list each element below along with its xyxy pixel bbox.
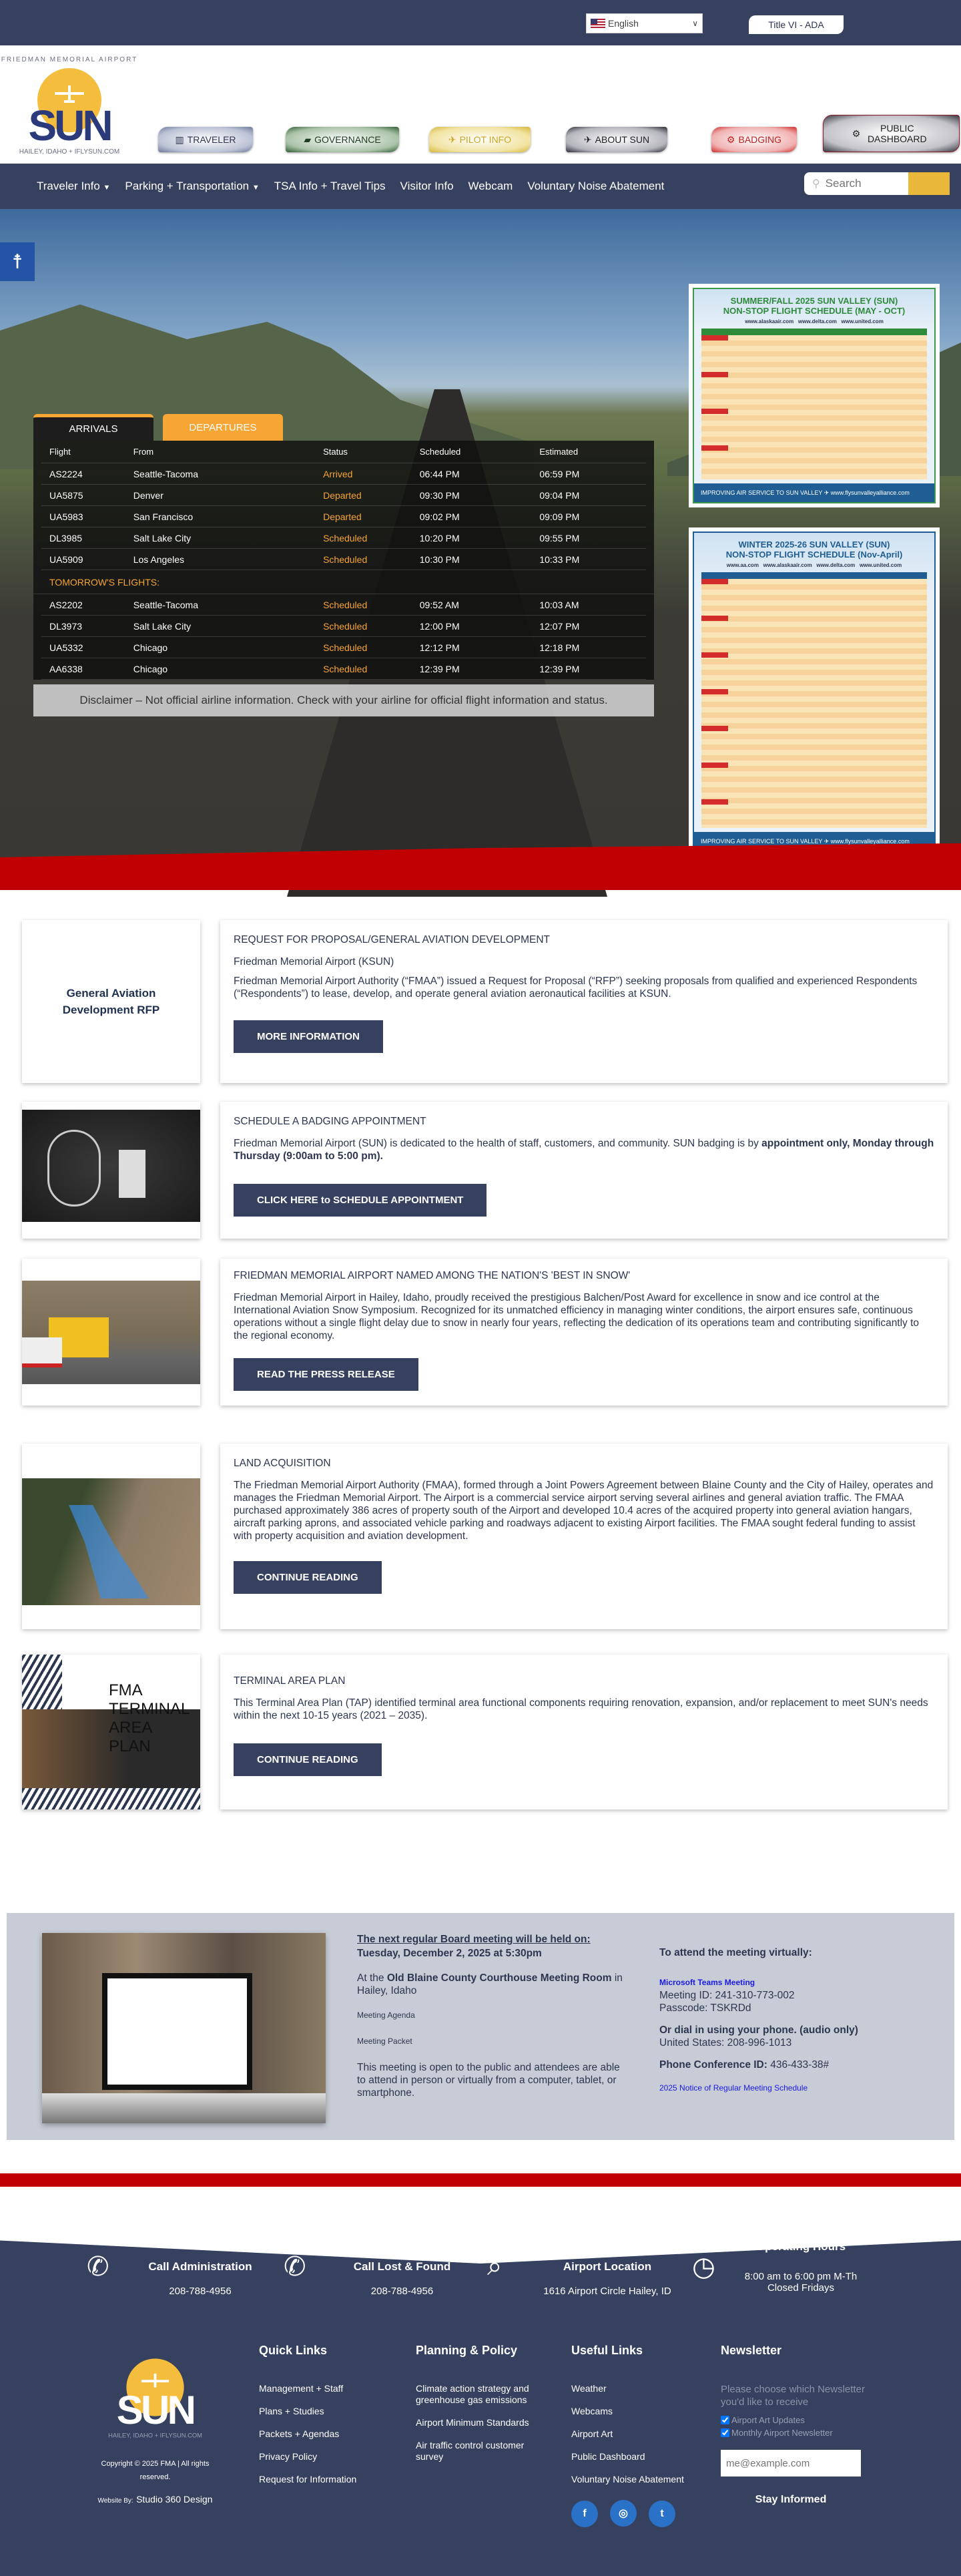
caret-down-icon: ▼: [252, 184, 260, 192]
flight-estimated: 12:39 PM: [539, 663, 580, 674]
briefcase-icon: ▰: [304, 134, 312, 145]
flight-number: UA5875: [49, 489, 83, 501]
phone-icon: ✆: [87, 2252, 109, 2282]
clock-icon: ◷: [692, 2252, 715, 2282]
governance-label: GOVERNANCE: [314, 134, 381, 145]
winter-schedule-image[interactable]: [689, 527, 940, 856]
studio-link[interactable]: Studio 360 Design: [136, 2494, 213, 2505]
board-date: Tuesday, December 2, 2025 at 5:30pm: [357, 1948, 542, 1959]
flight-number: DL3973: [49, 620, 83, 632]
hero-section: [0, 209, 961, 890]
card-title: LAND ACQUISITION: [234, 1458, 331, 1469]
nav-webcam[interactable]: Webcam: [468, 180, 513, 192]
flight-status: Scheduled: [323, 620, 368, 632]
card-title: TERMINAL AREA PLAN: [234, 1675, 346, 1687]
flight-row: [41, 549, 646, 570]
badge-image-panel: [22, 1102, 200, 1239]
flight-number: AS2202: [49, 599, 83, 610]
summer-schedule-image[interactable]: [689, 284, 940, 507]
flight-status: Scheduled: [323, 554, 368, 565]
read-press-release-button[interactable]: READ THE PRESS RELEASE: [234, 1358, 418, 1391]
card-best-in-snow: [220, 1259, 948, 1406]
contact-title: Airport Location: [563, 2260, 652, 2273]
us-phone: United States: 208-996-1013: [659, 2037, 792, 2049]
contact-value: 208-788-4956: [370, 2286, 434, 2297]
flight-scheduled: 12:00 PM: [419, 620, 460, 632]
meeting-packet-link[interactable]: Meeting Packet: [357, 2036, 412, 2046]
schedule-title: [723, 296, 906, 316]
option-airport-art[interactable]: [721, 2415, 868, 2425]
phone-icon: ✆: [284, 2252, 306, 2282]
flight-scheduled: 09:02 PM: [419, 511, 460, 522]
svg-text:HAILEY, IDAHO + IFLYSUN.COM: HAILEY, IDAHO + IFLYSUN.COM: [108, 2432, 202, 2439]
column-title: Newsletter: [721, 2344, 782, 2357]
card-body: The Friedman Memorial Airport Authority (FMAA), formed through a Joint Powers Agreement between Blaine County and the City of Hailey, operates and manages the Friedman Memorial Airport. The Airport is a commercial service airport serving several airlines and general aviation traffic. The FMAA purchased approximately 386 acres of property south of the Airport and developed 10.4 acres of the acquired property into general aviation hangars, aircraft parking aprons, and associated vehicle parking and roadways adjacent to existing Airport facilities. The FMAA sought federal funding to assist with property acquisition and aviation development.: [234, 1480, 934, 1542]
flight-row: [41, 594, 646, 616]
newsletter-email-input[interactable]: [721, 2450, 861, 2477]
flight-status: Scheduled: [323, 599, 368, 610]
pilot-info-label: PILOT INFO: [459, 134, 512, 145]
snow-image-panel: [22, 1259, 200, 1406]
card-body: Friedman Memorial Airport (SUN) is dedicated to the health of staff, customers, and community. SUN badging is by: [234, 1138, 762, 1149]
pilot-info-button[interactable]: [429, 127, 531, 152]
luggage-icon: ▥: [175, 134, 184, 145]
flight-origin: Chicago: [133, 642, 168, 653]
meeting-schedule-link[interactable]: 2025 Notice of Regular Meeting Schedule: [659, 2083, 808, 2093]
call-lost-found[interactable]: [344, 2260, 460, 2297]
svg-text:HAILEY, IDAHO + IFLYSUN.COM: HAILEY, IDAHO + IFLYSUN.COM: [19, 148, 120, 156]
footer-link[interactable]: Webcams: [571, 2406, 613, 2416]
schedule-appointment-button[interactable]: CLICK HERE to SCHEDULE APPOINTMENT: [234, 1184, 487, 1217]
meeting-id: Meeting ID: 241-310-773-002: [659, 1990, 795, 2001]
flight-origin: Chicago: [133, 663, 168, 674]
schedule-title-line2: NON-STOP FLIGHT SCHEDULE (Nov-April): [725, 550, 903, 560]
gear-icon: ⚙: [852, 128, 861, 139]
airport-location[interactable]: [531, 2260, 684, 2297]
call-administration[interactable]: [140, 2260, 260, 2297]
table-header: [41, 441, 646, 463]
schedule-title-line1: WINTER 2025-26 SUN VALLEY (SUN): [738, 540, 890, 550]
flight-scheduled: 09:30 PM: [419, 489, 460, 501]
checkbox-airport-art[interactable]: [721, 2416, 729, 2424]
stay-informed-button[interactable]: Stay Informed: [755, 2494, 827, 2505]
conf-value: 436-433-38#: [767, 2059, 830, 2071]
public-dashboard-label: PUBLIC DASHBOARD: [867, 123, 927, 144]
board-heading: The next regular Board meeting will be held on:: [357, 1934, 591, 1945]
traveler-label: TRAVELER: [187, 134, 236, 145]
tap-image-panel: [22, 1655, 200, 1809]
flight-scheduled: 12:12 PM: [419, 642, 460, 653]
location-suffix: in Hailey, Idaho: [357, 1972, 623, 1996]
schedule-sites: www.alaskaair.com www.delta.com www.united.com: [745, 318, 884, 325]
flight-origin: Salt Lake City: [133, 532, 192, 544]
flight-estimated: 10:03 AM: [539, 599, 579, 610]
flight-number: AS2224: [49, 468, 83, 479]
footer-sun-logo[interactable]: [97, 2342, 214, 2442]
passcode: Passcode: TSKRDd: [659, 2002, 751, 2014]
schedule-title-line2: NON-STOP FLIGHT SCHEDULE (MAY - OCT): [723, 306, 906, 316]
tap-cover-image: [22, 1655, 200, 1809]
location-search-icon: ⌕: [487, 2251, 503, 2281]
flight-origin: Los Angeles: [133, 554, 185, 565]
flight-row: [41, 616, 646, 637]
tomorrow-label: TOMORROW'S FLIGHTS:: [33, 570, 654, 594]
flight-table: [33, 441, 654, 680]
card-body: Friedman Memorial Airport Authority (“FMAA”) issued a Request for Proposal (“RFP”) seeking proposals from qualified and experienced Respondents (“Respondents”) to lease, develop, and operate general aviation aeronautical facilities at KSUN.: [234, 976, 918, 1000]
contact-title: Call Administration: [148, 2260, 252, 2273]
acquired-land-overlay: [69, 1505, 149, 1598]
schedule-sites: www.aa.com www.alaskaair.com www.delta.com www.united.com: [726, 562, 902, 568]
footer-link[interactable]: Packets + Agendas: [259, 2428, 340, 2439]
lanyard-icon: [47, 1130, 101, 1207]
nav-label: Parking + Transportation: [125, 180, 250, 192]
flight-estimated: 09:04 PM: [539, 489, 580, 501]
card-title: SCHEDULE A BADGING APPOINTMENT: [234, 1116, 426, 1127]
card-land-acquisition: [220, 1444, 948, 1629]
footer-link[interactable]: Voluntary Noise Abatement: [571, 2474, 684, 2485]
virtual-meeting-info: [659, 1946, 893, 2095]
public-dashboard-button[interactable]: [823, 115, 960, 152]
flight-row: [41, 485, 646, 506]
flight-origin: Denver: [133, 489, 164, 501]
flight-estimated: 09:09 PM: [539, 511, 580, 522]
col-status: Status: [323, 447, 348, 457]
rfp-side-panel: General Aviation Development RFP: [22, 920, 200, 1083]
flight-estimated: 12:07 PM: [539, 620, 580, 632]
search-submit-button[interactable]: [908, 172, 950, 195]
tap-cover-title: FMA TERMINAL AREA PLAN: [109, 1681, 190, 1755]
column-title: Planning & Policy: [416, 2344, 518, 2357]
pilot-icon: ✈: [448, 134, 456, 145]
flight-scheduled: 10:20 PM: [419, 532, 460, 544]
column-title: Quick Links: [259, 2344, 328, 2357]
badge-icon: ⚙: [726, 134, 735, 145]
col-flight: Flight: [49, 447, 71, 457]
about-sun-label: ABOUT SUN: [595, 134, 650, 145]
footer-link[interactable]: Public Dashboard: [571, 2451, 645, 2462]
col-from: From: [133, 447, 154, 457]
traveler-button[interactable]: [158, 127, 253, 152]
copyright: Copyright © 2025 FMA | All rights reserved.: [101, 2460, 210, 2481]
flight-origin: Seattle-Tacoma: [133, 468, 198, 479]
footer-useful-links: [571, 2344, 705, 2527]
teams-meeting-link[interactable]: Microsoft Teams Meeting: [659, 1978, 755, 1987]
footer-link[interactable]: Plans + Studies: [259, 2406, 324, 2416]
card-body: This Terminal Area Plan (TAP) identified terminal area functional components requiring renovation, expansion, and/or replacement to meet SUN's needs within the next 10-15 years (2021 – 2035).: [234, 1697, 928, 1721]
checkbox-monthly-newsletter[interactable]: [721, 2428, 729, 2437]
footer-link[interactable]: Request for Information: [259, 2474, 357, 2485]
badge-card-icon: [119, 1150, 145, 1198]
footer-link[interactable]: Airport Minimum Standards: [416, 2417, 529, 2428]
continue-reading-button[interactable]: CONTINUE READING: [234, 1561, 382, 1594]
chevron-down-icon: ∨: [692, 19, 698, 28]
flight-status: Departed: [323, 511, 362, 522]
flight-disclaimer: Disclaimer – Not official airline information. Check with your airline for official flight information and status.: [33, 684, 654, 716]
search-icon: ⚲: [812, 178, 820, 190]
card-title: REQUEST FOR PROPOSAL/GENERAL AVIATION DEVELOPMENT: [234, 934, 551, 945]
nav-parking-transportation[interactable]: [125, 180, 259, 193]
footer-link[interactable]: Weather: [571, 2383, 607, 2394]
badging-label: BADGING: [738, 134, 782, 145]
tab-arrivals[interactable]: ARRIVALS: [33, 414, 153, 441]
flight-number: DL3985: [49, 532, 83, 544]
title-vi-ada-link[interactable]: Title VI - ADA: [749, 15, 844, 34]
flight-number: UA5983: [49, 511, 83, 522]
flight-estimated: 10:33 PM: [539, 554, 580, 565]
flight-origin: Seattle-Tacoma: [133, 599, 198, 610]
option-label: Monthly Airport Newsletter: [731, 2428, 833, 2438]
red-wave-divider: [0, 843, 961, 890]
schedule-title-line1: SUMMER/FALL 2025 SUN VALLEY (SUN): [730, 296, 898, 306]
badging-button[interactable]: [711, 127, 797, 152]
card-title: FRIEDMAN MEMORIAL AIRPORT NAMED AMONG THE NATION'S 'BEST IN SNOW': [234, 1270, 631, 1281]
flight-row: [41, 463, 646, 485]
us-flag-icon: [591, 19, 605, 28]
logo-arc-text: FRIEDMAN MEMORIAL AIRPORT: [1, 56, 138, 63]
flight-scheduled: 09:52 AM: [419, 599, 459, 610]
location-prefix: At the: [357, 1972, 387, 1984]
accessibility-button[interactable]: [0, 242, 35, 281]
flight-number: UA5909: [49, 554, 83, 565]
svg-text:SUN: SUN: [28, 101, 111, 150]
flight-status: Arrived: [323, 468, 353, 479]
pickup-truck-icon: [22, 1337, 62, 1367]
meeting-agenda-link[interactable]: Meeting Agenda: [357, 2010, 415, 2020]
snow-crew-photo: [22, 1281, 200, 1384]
flight-number: AA6338: [49, 663, 83, 674]
continue-reading-button[interactable]: CONTINUE READING: [234, 1743, 382, 1776]
aerial-map-image: [22, 1478, 200, 1605]
board-meeting-details: [357, 1933, 624, 2099]
main-nav: [0, 164, 794, 209]
flight-estimated: 09:55 PM: [539, 532, 580, 544]
flight-row: [41, 658, 646, 680]
flight-estimated: 12:18 PM: [539, 642, 580, 653]
caret-down-icon: ▼: [103, 184, 111, 192]
accessibility-icon: ☨: [11, 250, 23, 273]
flight-scheduled: 12:39 PM: [419, 663, 460, 674]
flight-status: Scheduled: [323, 532, 368, 544]
col-scheduled: Scheduled: [419, 447, 461, 457]
flight-row: [41, 506, 646, 527]
card-terminal-area-plan: [220, 1655, 948, 1809]
card-badging: [220, 1102, 948, 1239]
svg-text:SUN: SUN: [116, 2387, 194, 2432]
dial-heading: Or dial in using your phone. (audio only): [659, 2024, 858, 2036]
card-body: Friedman Memorial Airport in Hailey, Idaho, proudly received the prestigious Balchen/Post Award for excellence in snow and ice control at the International Aviation Snow Symposium. Recognized for its unmatched efficiency in managing winter conditions, the airport ensures safe, continuous operations without a single flight delay due to snow in nearly four years, reflecting the dedication of its operations team and contributing significantly to the regional economy.: [234, 1292, 920, 1341]
flight-status: Scheduled: [323, 642, 368, 653]
footer-link[interactable]: Privacy Policy: [259, 2451, 318, 2462]
flight-scheduled: 10:30 PM: [419, 554, 460, 565]
flight-row: [41, 637, 646, 658]
option-label: Airport Art Updates: [731, 2415, 805, 2425]
card-rfp: [220, 920, 948, 1083]
card-subtitle: Friedman Memorial Airport (KSUN): [234, 956, 394, 968]
schedule-grid: [701, 572, 927, 828]
flight-row: [41, 527, 646, 549]
sun-logo[interactable]: [1, 52, 138, 159]
website-credit: [90, 2494, 220, 2506]
board-meeting-section: [7, 1913, 954, 2140]
footer-link[interactable]: Climate action strategy and greenhouse gas emissions: [416, 2383, 529, 2405]
facebook-icon[interactable]: f: [571, 2501, 598, 2527]
schedule-title: [726, 540, 903, 560]
contact-title: Call Lost & Found: [353, 2260, 451, 2273]
website-by-label: Website By:: [97, 2497, 133, 2505]
flight-status: Scheduled: [323, 663, 368, 674]
location-name: Old Blaine County Courthouse Meeting Room: [386, 1972, 612, 1984]
nav-traveler-info[interactable]: [37, 180, 110, 193]
tab-departures[interactable]: DEPARTURES: [163, 414, 283, 441]
contact-title: Operating Hours: [755, 2240, 846, 2253]
nav-label: Traveler Info: [37, 180, 100, 192]
flight-origin: San Francisco: [133, 511, 194, 522]
about-sun-button[interactable]: [566, 127, 667, 152]
footer-newsletter: [721, 2344, 868, 2506]
search-box[interactable]: [804, 172, 950, 195]
virtual-heading: To attend the meeting virtually:: [659, 1947, 812, 1958]
conference-id: [659, 2059, 893, 2071]
instagram-icon[interactable]: ◎: [610, 2500, 637, 2527]
card-body-bold: appointment only, Monday through Thursday (9:00am to 5:00 pm).: [234, 1138, 934, 1162]
top-bar: [0, 0, 961, 45]
contact-value-2: Closed Fridays: [767, 2282, 835, 2294]
contact-value: 1616 Airport Circle Hailey, ID: [543, 2286, 671, 2297]
contact-value: 8:00 am to 6:00 pm M-Th: [744, 2271, 858, 2282]
footer-quick-links: [259, 2344, 399, 2497]
flight-estimated: 06:59 PM: [539, 468, 580, 479]
conf-label: Phone Conference ID:: [659, 2059, 767, 2071]
desk-computer-image: [42, 1933, 326, 2123]
nav-tsa-info[interactable]: TSA Info + Travel Tips: [274, 180, 386, 192]
flight-origin: Salt Lake City: [133, 620, 192, 632]
contact-value: 208-788-4956: [169, 2286, 232, 2297]
flight-status: Departed: [323, 489, 362, 501]
schedule-grid: [701, 329, 927, 479]
nav-visitor-info[interactable]: Visitor Info: [400, 180, 454, 192]
language-select[interactable]: [586, 13, 703, 33]
footer-planning-policy: [416, 2344, 553, 2474]
language-label: English: [608, 18, 639, 29]
board-location: [357, 1972, 624, 1997]
column-title: Useful Links: [571, 2344, 643, 2357]
operating-hours: [731, 2240, 871, 2294]
footer-link[interactable]: Airport Art: [571, 2428, 613, 2439]
land-image-panel: [22, 1444, 200, 1629]
schedule-footer: IMPROVING AIR SERVICE TO SUN VALLEY ✈ www.flysunvalleyalliance.com: [694, 483, 934, 502]
monitor-icon: [102, 1973, 252, 2090]
flight-scheduled: 06:44 PM: [419, 468, 460, 479]
footer-link[interactable]: Management + Staff: [259, 2383, 344, 2394]
plane-icon: ✈: [583, 134, 592, 145]
twitter-icon[interactable]: t: [649, 2501, 675, 2527]
more-information-button[interactable]: MORE INFORMATION: [234, 1020, 383, 1053]
footer-link[interactable]: Air traffic control customer survey: [416, 2440, 525, 2462]
flight-number: UA5332: [49, 642, 83, 653]
option-monthly-newsletter[interactable]: [721, 2428, 868, 2438]
col-estimated: Estimated: [539, 447, 579, 457]
governance-button[interactable]: [286, 127, 399, 152]
schedule-footer: IMPROVING AIR SERVICE TO SUN VALLEY ✈ www.flysunvalleyalliance.com: [694, 832, 934, 851]
search-input[interactable]: [826, 177, 906, 190]
nav-noise-abatement[interactable]: Voluntary Noise Abatement: [527, 180, 665, 192]
lanyard-badge-image: [22, 1110, 200, 1222]
board-open-text: This meeting is open to the public and attendees are able to attend in person or virtually from a computer, tablet, or smartphone.: [357, 2062, 620, 2099]
newsletter-prompt: Please choose which Newsletter you'd like to receive: [721, 2384, 865, 2408]
flight-tabs: [33, 414, 283, 441]
